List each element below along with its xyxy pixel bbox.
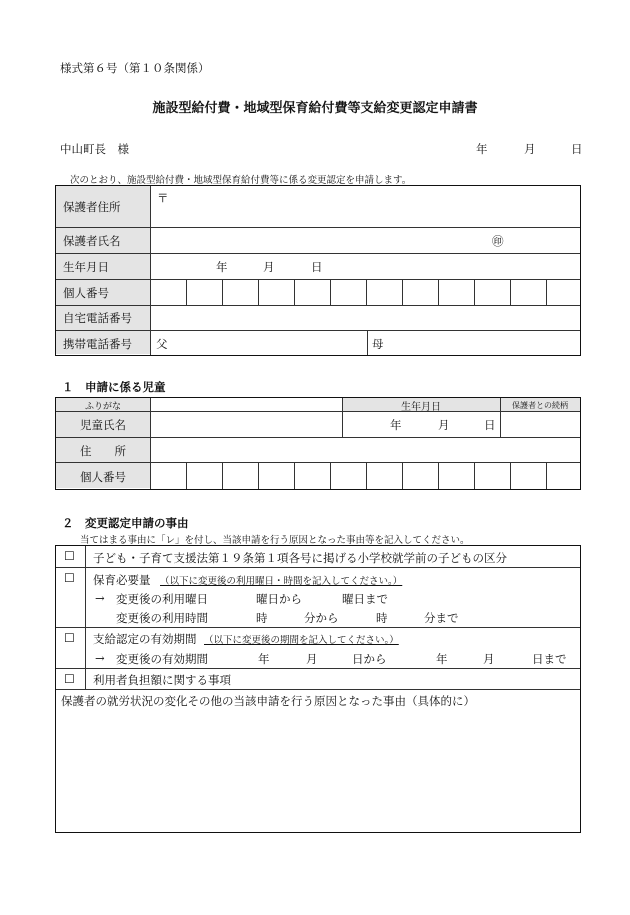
guardian-birth-month: 月 — [263, 260, 275, 274]
child-address-label: 住 所 — [80, 444, 126, 458]
child-section-heading: １ 申請に係る児童 — [62, 380, 166, 394]
page-title: 施設型給付費・地域型保育給付費等支給変更認定申請書 — [152, 101, 478, 116]
period-year-to: 年 — [436, 652, 448, 666]
child-birth-year: 年 — [390, 418, 402, 432]
child-birth-day: 日 — [484, 418, 496, 432]
checkbox-validity-period[interactable]: ☐ — [64, 631, 75, 645]
period-month-from: 月 — [306, 652, 318, 666]
reason-item-user-fee: 利用者負担額に関する事項 — [93, 673, 231, 687]
arrow-icon-2: → — [95, 651, 105, 665]
changed-time-label: 変更後の利用時間 — [116, 611, 208, 625]
checkbox-child-category[interactable]: ☐ — [64, 549, 75, 563]
guardian-birth-label: 生年月日 — [63, 260, 109, 274]
child-birth-month: 月 — [438, 418, 450, 432]
hour-from-label: 時 — [256, 611, 268, 625]
addressee: 中山町長 様 — [60, 142, 129, 156]
period-year-from: 年 — [258, 652, 270, 666]
minute-from-label: 分から — [304, 611, 339, 625]
reason-item-validity-period: 支給認定の有効期間 — [93, 632, 197, 646]
furigana-label: ふりがな — [84, 402, 121, 412]
changed-period-label: 変更後の有効期間 — [116, 652, 208, 666]
changed-day-label: 変更後の利用曜日 — [116, 592, 208, 606]
date-day-label: 日 — [571, 142, 583, 156]
guardian-birth-day: 日 — [311, 260, 323, 274]
seal-mark: ㊞ — [492, 234, 504, 248]
care-amount-note: （以下に変更後の利用曜日・時間を記入してください。） — [160, 576, 403, 587]
period-day-from: 日から — [352, 652, 387, 666]
mobile-phone-label: 携帯電話番号 — [63, 337, 132, 351]
form-number: 様式第６号（第１０条関係） — [60, 61, 210, 75]
relation-header: 保護者との続柄 — [512, 401, 568, 410]
minute-to-label: 分まで — [424, 611, 459, 625]
period-month-to: 月 — [483, 652, 495, 666]
reason-instruction: 当てはまる事由に「レ」を付し、当該申請を行う原因となった事由等を記入してください。 — [80, 535, 470, 546]
postal-mark: 〒 — [157, 191, 169, 205]
reason-section-heading: ２ 変更認定申請の事由 — [62, 516, 189, 530]
checkbox-care-amount[interactable]: ☐ — [64, 571, 75, 585]
guardian-name-label: 保護者氏名 — [63, 234, 121, 248]
child-name-label: 児童氏名 — [80, 418, 126, 432]
period-day-to: 日まで — [532, 652, 567, 666]
reason-item-child-category: 子ども・子育て支援法第１９条第１項各号に掲げる小学校就学前の子どもの区分 — [93, 551, 507, 565]
reason-item-care-amount: 保育必要量 — [93, 573, 151, 587]
guardian-address-label: 保護者住所 — [63, 200, 121, 214]
hour-to-label: 時 — [376, 611, 388, 625]
arrow-icon: → — [95, 591, 105, 605]
validity-period-note: （以下に変更後の期間を記入してください。） — [204, 635, 399, 646]
child-birth-header: 生年月日 — [401, 402, 441, 413]
intro-text: 次のとおり、施設型給付費・地域型保育給付費等に係る変更認定を申請します。 — [70, 175, 412, 186]
date-month-label: 月 — [524, 142, 536, 156]
child-id-label: 個人番号 — [80, 470, 126, 484]
day-to-label: 曜日まで — [342, 592, 388, 606]
free-text-area[interactable] — [58, 712, 578, 830]
free-text-label: 保護者の就労状況の変化その他の当該申請を行う原因となった事由（具体的に） — [61, 694, 475, 708]
home-phone-label: 自宅電話番号 — [63, 311, 132, 325]
checkbox-user-fee[interactable]: ☐ — [64, 672, 75, 686]
guardian-id-label: 個人番号 — [63, 286, 109, 300]
father-label: 父 — [156, 337, 168, 351]
mother-label: 母 — [372, 337, 384, 351]
day-from-label: 曜日から — [256, 592, 302, 606]
guardian-birth-year: 年 — [216, 260, 228, 274]
date-year-label: 年 — [476, 142, 488, 156]
